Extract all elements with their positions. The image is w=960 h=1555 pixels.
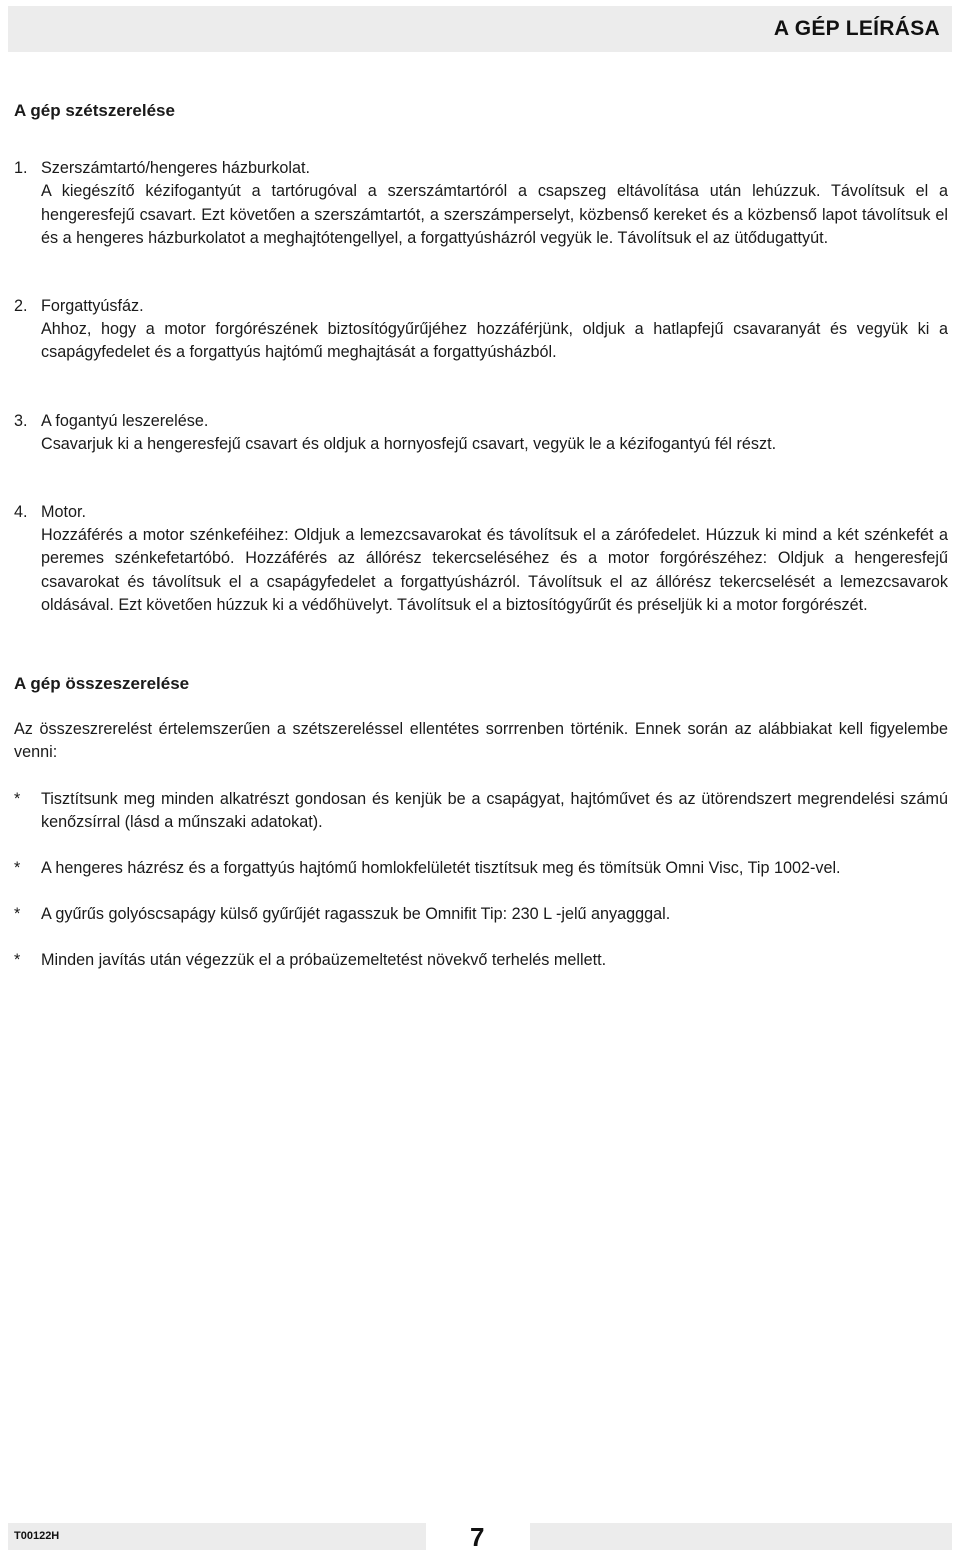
assembly-intro: Az összeszrerelést értelemszerűen a szétszereléssel ellentétes sorrrenben történik. Ennek során az alábbiakat kell figyelembe venni: bbox=[14, 720, 948, 762]
footer-band-left bbox=[8, 1523, 426, 1550]
bullet-item bbox=[14, 903, 948, 926]
item-text: Hozzáférés a motor szénkeféihez: Oldjuk a lemezcsavarokat és távolítsuk el a zárófedelet. Húzzuk ki mind a két szénkefét a peremes szénkefetartóbó. Hozzáférés az állórész tekercseléséhez és a motor forgórészéhez: Oldjuk a hengeresfejű csavarokat és távolítsuk el a csapágyfedelet a forgattyúsházról. Távolítsuk el az állórész tekercselését a lemezcsavarok oldásával. Ezt követően húzzuk ki a védőhüvelyt. Távolítsuk el a biztosítógyűrűt és préseljük ki a motor forgórészét. bbox=[41, 526, 948, 614]
page-number: 7 bbox=[470, 1522, 485, 1552]
item-title: Szerszámtartó/hengeres házburkolat. bbox=[41, 159, 311, 178]
bullet-mark: * bbox=[14, 789, 21, 808]
bullet-item bbox=[14, 788, 948, 834]
disassembly-heading: A gép szétszerelése bbox=[14, 101, 175, 120]
item-text: Csavarjuk ki a hengeresfejű csavart és oldjuk a hornyosfejű csavart, vegyük le a kézifogantyú fél részt. bbox=[41, 434, 777, 453]
footer-band-right bbox=[530, 1523, 952, 1550]
bullet-mark: * bbox=[14, 859, 21, 878]
item-text: A kiegészítő kézifogantyút a tartórugóval a szerszámtartóról a csapszeg eltávolítása után lehúzzuk. Távolítsuk el a hengeresfejű csavart. Ezt követően a szerszámtartót, a szerszámperselyt, közbenső kereket és a közbenső lapot távolítsuk el és a hengeres házburkolatot a meghajtótengellyel, a forgattyúsházról vegyük le. Távolítsuk el az ütődugattyút. bbox=[41, 182, 948, 247]
header-band bbox=[8, 6, 952, 52]
disassembly-item-2 bbox=[14, 295, 948, 365]
bullet-text: Tisztítsunk meg minden alkatrészt gondosan és kenjük be a csapágyat, hajtóművet és az ütörendszert megrendelési számú kenőzsírral (lásd a műnszaki adatokat). bbox=[41, 789, 948, 831]
bullet-mark: * bbox=[14, 905, 21, 924]
bullet-mark: * bbox=[14, 951, 21, 970]
document-code: T00122H bbox=[14, 1530, 60, 1542]
page-content bbox=[14, 99, 948, 973]
bullet-text: Minden javítás után végezzük el a próbaüzemeltetést növekvő terhelés mellett. bbox=[41, 951, 607, 970]
item-title: A fogantyú leszerelése. bbox=[41, 411, 209, 430]
disassembly-item-4 bbox=[14, 501, 948, 617]
bullet-text: A hengeres házrész és a forgattyús hajtómű homlokfelületét tisztítsuk meg és tömítsük Omni Visc, Tip 1002-vel. bbox=[41, 859, 841, 878]
item-number: 1. bbox=[14, 159, 28, 178]
item-number: 4. bbox=[14, 503, 28, 522]
assembly-heading: A gép összeszerelése bbox=[14, 674, 190, 694]
bullet-text: A gyűrűs golyóscsapágy külső gyűrűjét ragasszuk be Omnifit Tip: 230 L -jelű anyagggal. bbox=[41, 905, 671, 924]
item-title: Forgattyúsfáz. bbox=[41, 297, 144, 316]
item-title: Motor. bbox=[41, 503, 86, 522]
bullet-item bbox=[14, 949, 948, 972]
item-number: 3. bbox=[14, 411, 28, 430]
page-title: A GÉP LEÍRÁSA bbox=[773, 17, 940, 40]
item-text: Ahhoz, hogy a motor forgórészének biztosítógyűrűjéhez hozzáférjünk, oldjuk a hatlapfejű csavaranyát és vegyük ki a csapágyfedelet és a forgattyús hajtómű meghajtását a forgattyúsházból. bbox=[41, 320, 948, 362]
bullet-item bbox=[14, 857, 948, 880]
disassembly-item-1 bbox=[14, 157, 948, 250]
item-number: 2. bbox=[14, 297, 28, 316]
disassembly-item-3 bbox=[14, 410, 948, 456]
